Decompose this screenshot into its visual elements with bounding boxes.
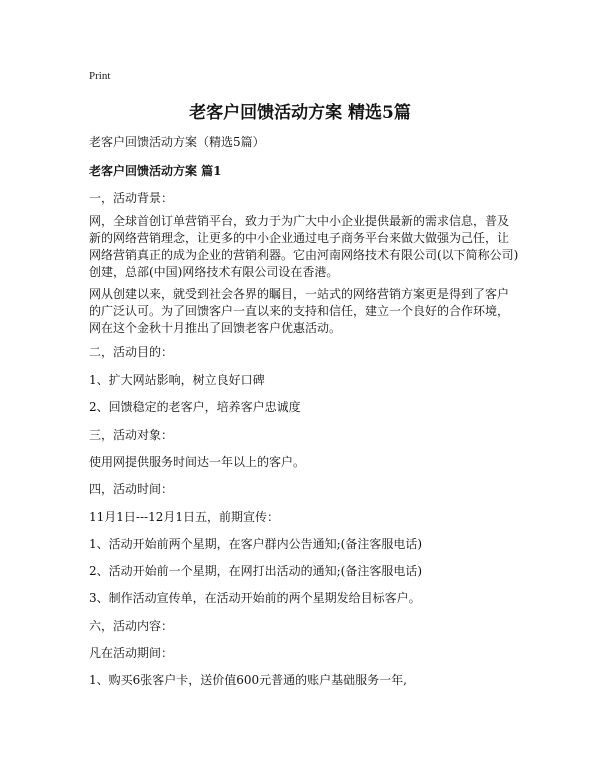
section-heading: 老客户回馈活动方案 篇1: [89, 164, 222, 178]
list-item-promo-1: 1、活动开始前两个星期，在客户群内公告通知;(备注客服电话): [89, 537, 423, 551]
heading-content: 六，活动内容：: [89, 619, 174, 633]
list-item-purpose-2: 2、回馈稳定的老客户，培养客户忠诚度: [89, 400, 301, 414]
list-item-promo-2: 2、活动开始前一个星期，在网打出活动的通知;(备注客服电话): [89, 564, 423, 578]
heading-time: 四，活动时间：: [89, 482, 174, 496]
paragraph-time: 11月1日---12月1日五，前期宣传：: [89, 510, 279, 524]
document-title: 老客户回馈活动方案 精选5篇: [189, 103, 411, 123]
paragraph-audience: 使用网提供服务时间达一年以上的客户。: [89, 455, 306, 469]
heading-background: 一，活动背景：: [89, 191, 174, 205]
paragraph-content: 凡在活动期间：: [89, 646, 174, 660]
document-subtitle: 老客户回馈活动方案（精选5篇）: [89, 135, 265, 149]
list-item-purpose-1: 1、扩大网站影响，树立良好口碑: [89, 373, 265, 387]
print-link[interactable]: Print: [89, 70, 111, 82]
paragraph-background-2: 网从创建以来，就受到社会各界的瞩目，一站式的网络营销方案更是得到了客户的广泛认可。为了回馈客户一直以来的支持和信任，建立一个良好的合作环境，网在这个金秋十月推出了回馈老客户优惠活动。: [89, 287, 510, 335]
heading-purpose: 二，活动目的：: [89, 345, 174, 359]
heading-audience: 三，活动对象：: [89, 428, 174, 442]
list-item-promo-3: 3、制作活动宣传单，在活动开始前的两个星期发给目标客户。: [89, 591, 421, 605]
list-item-content-1: 1、购买6张客户卡，送价值600元普通的账户基础服务一年,: [89, 673, 407, 687]
paragraph-background-1: 网，全球首创订单营销平台，致力于为广大中小企业提供最新的需求信息，普及新的网络营销理念，让更多的中小企业通过电子商务平台来做大做强为己任，让网络营销真正的成为企业的营销利器。它由河南网络技术有限公司(以下简称公司)创建，总部(中国)网络技术有限公司设在香港。: [89, 214, 519, 279]
